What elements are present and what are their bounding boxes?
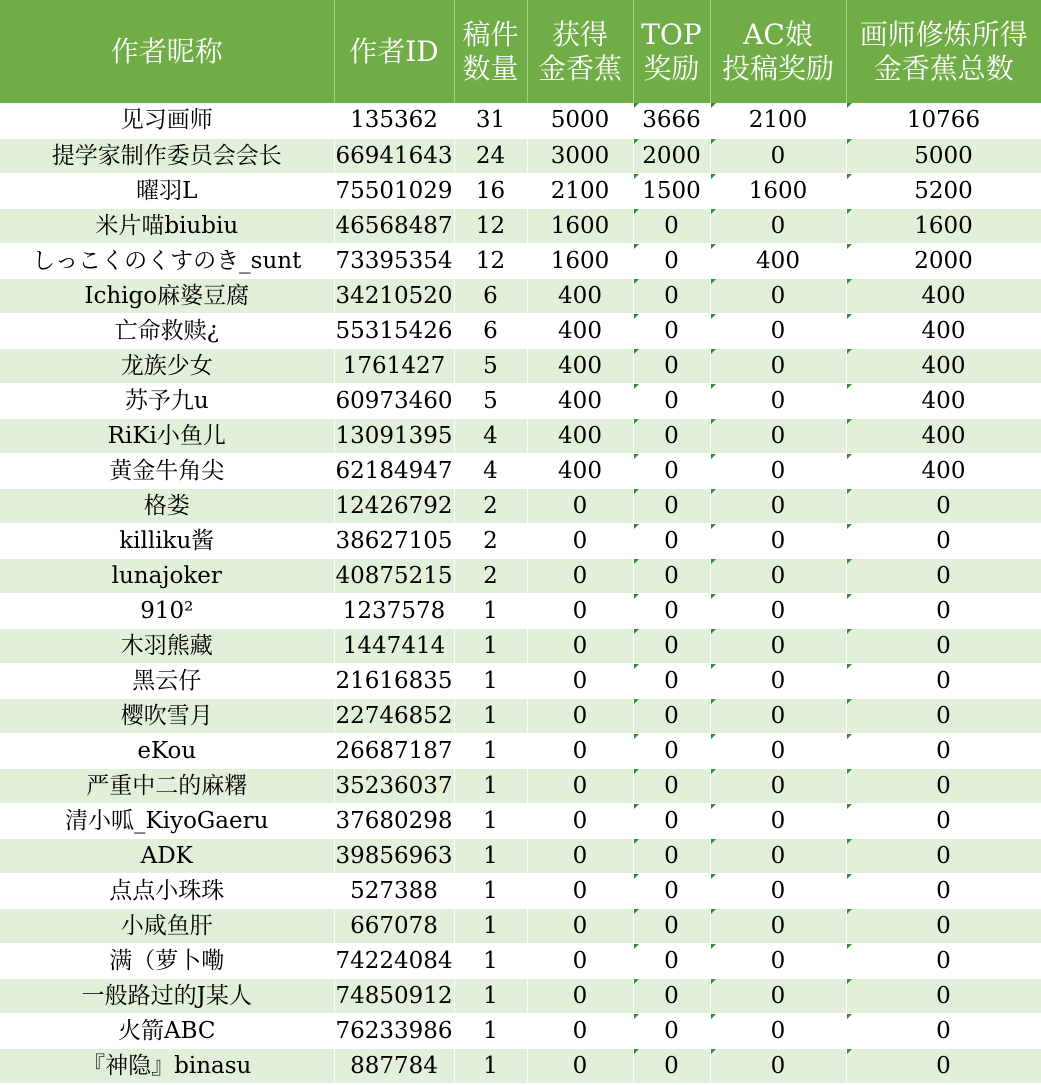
cell-bananas-earned[interactable]: 1600 [527,208,633,243]
cell-author-id[interactable]: 35236037 [334,768,454,803]
table-row [0,1048,1041,1083]
table-row [0,698,1041,733]
cell-submission-count[interactable]: 12 [454,243,527,278]
cell-total-bananas[interactable]: 0 [846,698,1041,733]
cell-total-bananas[interactable]: 0 [846,663,1041,698]
cell-author-id[interactable]: 40875215 [334,558,454,593]
cell-top-reward[interactable]: 0 [633,593,710,628]
cell-top-reward[interactable]: 0 [633,908,710,943]
cell-acniang-reward[interactable]: 0 [710,663,846,698]
cell-author-nickname[interactable]: eKou [0,733,334,768]
cell-acniang-reward[interactable]: 0 [710,873,846,908]
cell-top-reward[interactable]: 0 [633,838,710,873]
cell-author-id[interactable]: 39856963 [334,838,454,873]
table-row [0,138,1041,173]
cell-author-id[interactable]: 74850912 [334,978,454,1013]
cell-submission-count[interactable]: 1 [454,1048,527,1083]
cell-submission-count[interactable]: 1 [454,1013,527,1048]
cell-bananas-earned[interactable]: 1600 [527,243,633,278]
cell-author-id[interactable]: 55315426 [334,313,454,348]
cell-submission-count[interactable]: 1 [454,838,527,873]
cell-submission-count[interactable]: 1 [454,593,527,628]
cell-top-reward[interactable]: 2000 [633,138,710,173]
cell-top-reward[interactable]: 0 [633,488,710,523]
cell-bananas-earned[interactable]: 400 [527,383,633,418]
cell-author-id[interactable]: 13091395 [334,418,454,453]
cell-acniang-reward[interactable]: 0 [710,978,846,1013]
cell-submission-count[interactable]: 1 [454,733,527,768]
cell-bananas-earned[interactable]: 0 [527,1048,633,1083]
column-header-author-id[interactable]: 作者ID [334,0,454,103]
cell-top-reward[interactable]: 0 [633,803,710,838]
table-row [0,803,1041,838]
table-row [0,103,1041,138]
cell-acniang-reward[interactable]: 0 [710,698,846,733]
cell-author-id[interactable]: 76233986 [334,1013,454,1048]
table-row [0,208,1041,243]
cell-author-nickname[interactable]: 樱吹雪月 [0,698,334,733]
cell-author-nickname[interactable]: lunajoker [0,558,334,593]
cell-bananas-earned[interactable]: 2100 [527,173,633,208]
cell-author-nickname[interactable]: 见习画师 [0,103,334,138]
cell-bananas-earned[interactable]: 400 [527,313,633,348]
cell-acniang-reward[interactable]: 0 [710,838,846,873]
cell-author-nickname[interactable]: killiku酱 [0,523,334,558]
cell-author-id[interactable]: 60973460 [334,383,454,418]
table-row [0,943,1041,978]
cell-total-bananas[interactable]: 400 [846,348,1041,383]
table-row [0,768,1041,803]
cell-author-id[interactable]: 22746852 [334,698,454,733]
cell-submission-count[interactable]: 31 [454,103,527,138]
cell-author-id[interactable]: 667078 [334,908,454,943]
cell-author-nickname[interactable]: 米片喵biubiu [0,208,334,243]
table-row [0,348,1041,383]
cell-author-nickname[interactable]: RiKi小鱼儿 [0,418,334,453]
cell-top-reward[interactable]: 0 [633,978,710,1013]
cell-bananas-earned[interactable]: 0 [527,628,633,663]
cell-bananas-earned[interactable]: 0 [527,768,633,803]
cell-total-bananas[interactable]: 5000 [846,138,1041,173]
cell-top-reward[interactable]: 0 [633,523,710,558]
cell-top-reward[interactable]: 0 [633,418,710,453]
cell-author-nickname[interactable]: ADK [0,838,334,873]
cell-bananas-earned[interactable]: 0 [527,838,633,873]
column-header-total-bananas[interactable]: 画师修炼所得 金香蕉总数 [846,0,1041,103]
table-row [0,908,1041,943]
cell-top-reward[interactable]: 0 [633,663,710,698]
cell-author-id[interactable]: 1761427 [334,348,454,383]
cell-total-bananas[interactable]: 0 [846,803,1041,838]
cell-bananas-earned[interactable]: 400 [527,418,633,453]
cell-bananas-earned[interactable]: 400 [527,453,633,488]
header-row [0,0,1041,103]
cell-top-reward[interactable]: 0 [633,208,710,243]
cell-total-bananas[interactable]: 0 [846,593,1041,628]
cell-author-id[interactable]: 37680298 [334,803,454,838]
cell-acniang-reward[interactable]: 0 [710,383,846,418]
cell-total-bananas[interactable]: 0 [846,838,1041,873]
cell-total-bananas[interactable]: 0 [846,768,1041,803]
cell-total-bananas[interactable]: 0 [846,733,1041,768]
cell-submission-count[interactable]: 24 [454,138,527,173]
cell-author-nickname[interactable]: 一般路过的J某人 [0,978,334,1013]
cell-submission-count[interactable]: 6 [454,278,527,313]
table-row [0,173,1041,208]
cell-submission-count[interactable]: 1 [454,908,527,943]
cell-submission-count[interactable]: 1 [454,698,527,733]
cell-submission-count[interactable]: 2 [454,523,527,558]
table-row [0,663,1041,698]
cell-bananas-earned[interactable]: 400 [527,278,633,313]
column-header-author-nickname[interactable]: 作者昵称 [0,0,334,103]
cell-author-nickname[interactable]: 木羽熊藏 [0,628,334,663]
cell-author-id[interactable]: 73395354 [334,243,454,278]
cell-submission-count[interactable]: 12 [454,208,527,243]
cell-acniang-reward[interactable]: 400 [710,243,846,278]
table-row [0,838,1041,873]
cell-total-bananas[interactable]: 0 [846,978,1041,1013]
cell-submission-count[interactable]: 5 [454,348,527,383]
cell-top-reward[interactable]: 0 [633,1013,710,1048]
cell-author-nickname[interactable]: 提学家制作委员会会长 [0,138,334,173]
cell-bananas-earned[interactable]: 0 [527,593,633,628]
column-header-top-reward[interactable]: TOP 奖励 [633,0,710,103]
cell-total-bananas[interactable]: 0 [846,1048,1041,1083]
cell-acniang-reward[interactable]: 0 [710,488,846,523]
cell-total-bananas[interactable]: 400 [846,453,1041,488]
cell-submission-count[interactable]: 4 [454,453,527,488]
cell-bananas-earned[interactable]: 0 [527,558,633,593]
cell-top-reward[interactable]: 0 [633,698,710,733]
cell-author-nickname[interactable]: 亡命救赎¿ [0,313,334,348]
cell-author-id[interactable]: 66941643 [334,138,454,173]
cell-top-reward[interactable]: 0 [633,943,710,978]
table-row [0,383,1041,418]
cell-top-reward[interactable]: 0 [633,733,710,768]
table-row [0,593,1041,628]
cell-author-id[interactable]: 887784 [334,1048,454,1083]
cell-total-bananas[interactable]: 5200 [846,173,1041,208]
column-header-bananas-earned[interactable]: 获得 金香蕉 [527,0,633,103]
cell-author-nickname[interactable]: 曜羽L [0,173,334,208]
cell-acniang-reward[interactable]: 0 [710,418,846,453]
table-row [0,243,1041,278]
cell-author-nickname[interactable]: 格娄 [0,488,334,523]
cell-author-nickname[interactable]: しっこくのくすのき_sunt [0,243,334,278]
cell-bananas-earned[interactable]: 0 [527,523,633,558]
cell-total-bananas[interactable]: 0 [846,943,1041,978]
cell-acniang-reward[interactable]: 1600 [710,173,846,208]
cell-acniang-reward[interactable]: 0 [710,313,846,348]
cell-total-bananas[interactable]: 1600 [846,208,1041,243]
cell-total-bananas[interactable]: 0 [846,873,1041,908]
cell-total-bananas[interactable]: 10766 [846,103,1041,138]
cell-bananas-earned[interactable]: 0 [527,943,633,978]
table-row [0,488,1041,523]
cell-submission-count[interactable]: 16 [454,173,527,208]
cell-author-id[interactable]: 62184947 [334,453,454,488]
cell-acniang-reward[interactable]: 0 [710,348,846,383]
cell-submission-count[interactable]: 1 [454,978,527,1013]
cell-acniang-reward[interactable]: 0 [710,768,846,803]
table-row [0,733,1041,768]
cell-author-nickname[interactable]: 黑云仔 [0,663,334,698]
cell-submission-count[interactable]: 1 [454,628,527,663]
cell-author-id[interactable]: 527388 [334,873,454,908]
cell-submission-count[interactable]: 1 [454,873,527,908]
cell-author-id[interactable]: 74224084 [334,943,454,978]
cell-top-reward[interactable]: 0 [633,628,710,663]
table-body [0,103,1041,1083]
cell-bananas-earned[interactable]: 0 [527,488,633,523]
cell-total-bananas[interactable]: 0 [846,488,1041,523]
cell-acniang-reward[interactable]: 0 [710,628,846,663]
cell-author-nickname[interactable]: 点点小珠珠 [0,873,334,908]
cell-total-bananas[interactable]: 400 [846,418,1041,453]
cell-bananas-earned[interactable]: 0 [527,663,633,698]
cell-bananas-earned[interactable]: 3000 [527,138,633,173]
cell-author-id[interactable]: 75501029 [334,173,454,208]
cell-top-reward[interactable]: 0 [633,278,710,313]
cell-total-bananas[interactable]: 400 [846,278,1041,313]
cell-author-id[interactable]: 135362 [334,103,454,138]
cell-bananas-earned[interactable]: 0 [527,1013,633,1048]
table-row [0,313,1041,348]
cell-author-nickname[interactable]: 严重中二的麻糬 [0,768,334,803]
cell-bananas-earned[interactable]: 5000 [527,103,633,138]
table-row [0,418,1041,453]
cell-total-bananas[interactable]: 0 [846,558,1041,593]
cell-top-reward[interactable]: 0 [633,558,710,593]
cell-submission-count[interactable]: 1 [454,663,527,698]
cell-total-bananas[interactable]: 400 [846,313,1041,348]
cell-author-id[interactable]: 46568487 [334,208,454,243]
cell-total-bananas[interactable]: 0 [846,1013,1041,1048]
cell-acniang-reward[interactable]: 0 [710,1048,846,1083]
cell-acniang-reward[interactable]: 0 [710,278,846,313]
cell-submission-count[interactable]: 2 [454,558,527,593]
cell-submission-count[interactable]: 2 [454,488,527,523]
cell-author-nickname[interactable]: 苏予九u [0,383,334,418]
cell-acniang-reward[interactable]: 0 [710,523,846,558]
cell-author-id[interactable]: 1237578 [334,593,454,628]
table-row [0,628,1041,663]
cell-author-id[interactable]: 38627105 [334,523,454,558]
table-row [0,558,1041,593]
cell-submission-count[interactable]: 4 [454,418,527,453]
table-row [0,523,1041,558]
cell-author-id[interactable]: 1447414 [334,628,454,663]
cell-acniang-reward[interactable]: 0 [710,558,846,593]
cell-acniang-reward[interactable]: 0 [710,1013,846,1048]
cell-acniang-reward[interactable]: 0 [710,593,846,628]
cell-author-nickname[interactable]: 满（萝卜嘞 [0,943,334,978]
cell-top-reward[interactable]: 0 [633,873,710,908]
cell-acniang-reward[interactable]: 2100 [710,103,846,138]
cell-submission-count[interactable]: 1 [454,943,527,978]
cell-author-nickname[interactable]: 黄金牛角尖 [0,453,334,488]
cell-top-reward[interactable]: 1500 [633,173,710,208]
cell-author-nickname[interactable]: 『神隐』binasu [0,1048,334,1083]
table-row [0,453,1041,488]
column-header-acniang-reward[interactable]: AC娘 投稿奖励 [710,0,846,103]
table-row [0,278,1041,313]
cell-total-bananas[interactable]: 0 [846,628,1041,663]
cell-acniang-reward[interactable]: 0 [710,208,846,243]
table-row [0,873,1041,908]
cell-submission-count[interactable]: 1 [454,768,527,803]
cell-acniang-reward[interactable]: 0 [710,453,846,488]
cell-total-bananas[interactable]: 0 [846,523,1041,558]
cell-bananas-earned[interactable]: 0 [527,978,633,1013]
cell-author-nickname[interactable]: 清小呱_KiyoGaeru [0,803,334,838]
cell-acniang-reward[interactable]: 0 [710,733,846,768]
cell-acniang-reward[interactable]: 0 [710,138,846,173]
cell-bananas-earned[interactable]: 0 [527,733,633,768]
cell-top-reward[interactable]: 0 [633,1048,710,1083]
cell-author-nickname[interactable]: 火箭ABC [0,1013,334,1048]
cell-top-reward[interactable]: 0 [633,453,710,488]
cell-author-nickname[interactable]: 小咸鱼肝 [0,908,334,943]
table-row [0,978,1041,1013]
cell-submission-count[interactable]: 5 [454,383,527,418]
cell-top-reward[interactable]: 0 [633,243,710,278]
cell-submission-count[interactable]: 1 [454,803,527,838]
cell-top-reward[interactable]: 0 [633,383,710,418]
cell-bananas-earned[interactable]: 400 [527,348,633,383]
cell-total-bananas[interactable]: 400 [846,383,1041,418]
cell-acniang-reward[interactable]: 0 [710,908,846,943]
cell-author-id[interactable]: 34210520 [334,278,454,313]
cell-author-nickname[interactable]: 龙族少女 [0,348,334,383]
column-header-submission-count[interactable]: 稿件 数量 [454,0,527,103]
cell-bananas-earned[interactable]: 0 [527,698,633,733]
cell-bananas-earned[interactable]: 0 [527,873,633,908]
cell-bananas-earned[interactable]: 0 [527,908,633,943]
cell-acniang-reward[interactable]: 0 [710,943,846,978]
cell-top-reward[interactable]: 0 [633,313,710,348]
cell-top-reward[interactable]: 0 [633,348,710,383]
cell-bananas-earned[interactable]: 0 [527,803,633,838]
cell-author-id[interactable]: 21616835 [334,663,454,698]
cell-author-nickname[interactable]: 910² [0,593,334,628]
cell-author-nickname[interactable]: Ichigo麻婆豆腐 [0,278,334,313]
table-row [0,1013,1041,1048]
cell-top-reward[interactable]: 3666 [633,103,710,138]
cell-author-id[interactable]: 12426792 [334,488,454,523]
cell-total-bananas[interactable]: 0 [846,908,1041,943]
cell-acniang-reward[interactable]: 0 [710,803,846,838]
cell-total-bananas[interactable]: 2000 [846,243,1041,278]
cell-author-id[interactable]: 26687187 [334,733,454,768]
cell-submission-count[interactable]: 6 [454,313,527,348]
cell-top-reward[interactable]: 0 [633,768,710,803]
